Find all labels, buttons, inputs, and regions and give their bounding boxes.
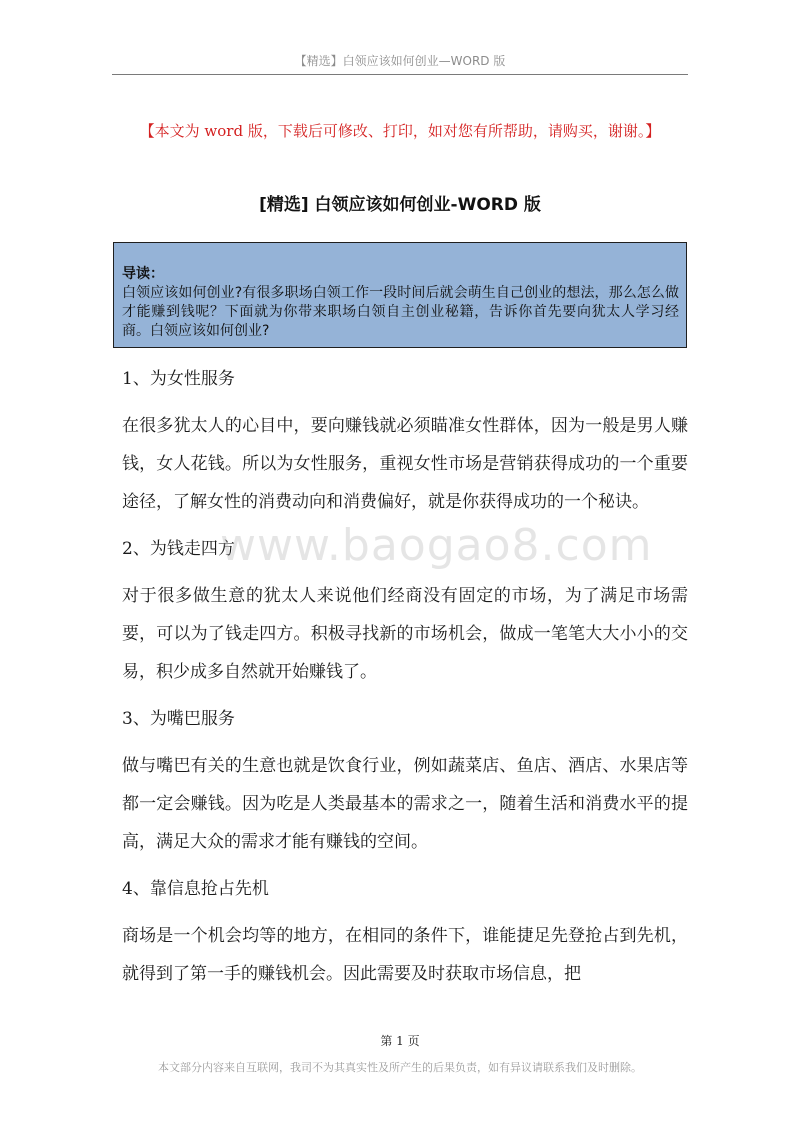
guide-box [113, 242, 687, 348]
page-footer: 本文部分内容来自互联网，我司不为其真实性及所产生的后果负责，如有异议请联系我们及时删除。 [158, 1061, 642, 1074]
section-heading: 1、为女性服务 [122, 369, 235, 389]
header-divider [112, 74, 688, 75]
section-heading: 4、靠信息抢占先机 [122, 879, 269, 899]
section-paragraph: 做与嘴巴有关的生意也就是饮食行业，例如蔬菜店、鱼店、酒店、水果店等都一定会赚钱。因为吃是人类最基本的需求之一，随着生活和消费水平的提高，满足大众的需求才能有赚钱的空间。 [122, 756, 688, 852]
document-body [122, 360, 688, 1002]
section-paragraph: 在很多犹太人的心目中，要向赚钱就必须瞄准女性群体，因为一般是男人赚钱，女人花钱。所以为女性服务，重视女性市场是营销获得成功的一个重要途径，了解女性的消费动向和消费偏好，就是你获得成功的一个秘诀。 [122, 416, 688, 512]
section-heading: 2、为钱走四方 [122, 539, 235, 559]
guide-label: 导读： [122, 266, 164, 282]
section-heading: 3、为嘴巴服务 [122, 709, 235, 729]
page-number: 第 1 页 [380, 1034, 420, 1048]
guide-text: 白领应该如何创业?有很多职场白领工作一段时间后就会萌生自己创业的想法，那么怎么做才能赚到钱呢？下面就为你带来职场白领自主创业秘籍，告诉你首先要向犹太人学习经商。白领应该如何创业? [122, 285, 679, 339]
download-notice: 【本文为 word 版，下载后可修改、打印，如对您有所帮助，请购买，谢谢。】 [139, 122, 661, 140]
section-paragraph: 商场是一个机会均等的地方，在相同的条件下，谁能捷足先登抢占到先机，就得到了第一手的赚钱机会。因此需要及时获取市场信息，把 [122, 926, 688, 984]
watermark: www.baogao8.com [220, 520, 653, 571]
document-title: [精选] 白领应该如何创业-WORD 版 [259, 195, 541, 215]
section-paragraph: 对于很多做生意的犹太人来说他们经商没有固定的市场，为了满足市场需要，可以为了钱走四方。积极寻找新的市场机会，做成一笔笔大大小小的交易，积少成多自然就开始赚钱了。 [122, 586, 688, 682]
page-header: 【精选】白领应该如何创业—WORD 版 [294, 54, 506, 68]
